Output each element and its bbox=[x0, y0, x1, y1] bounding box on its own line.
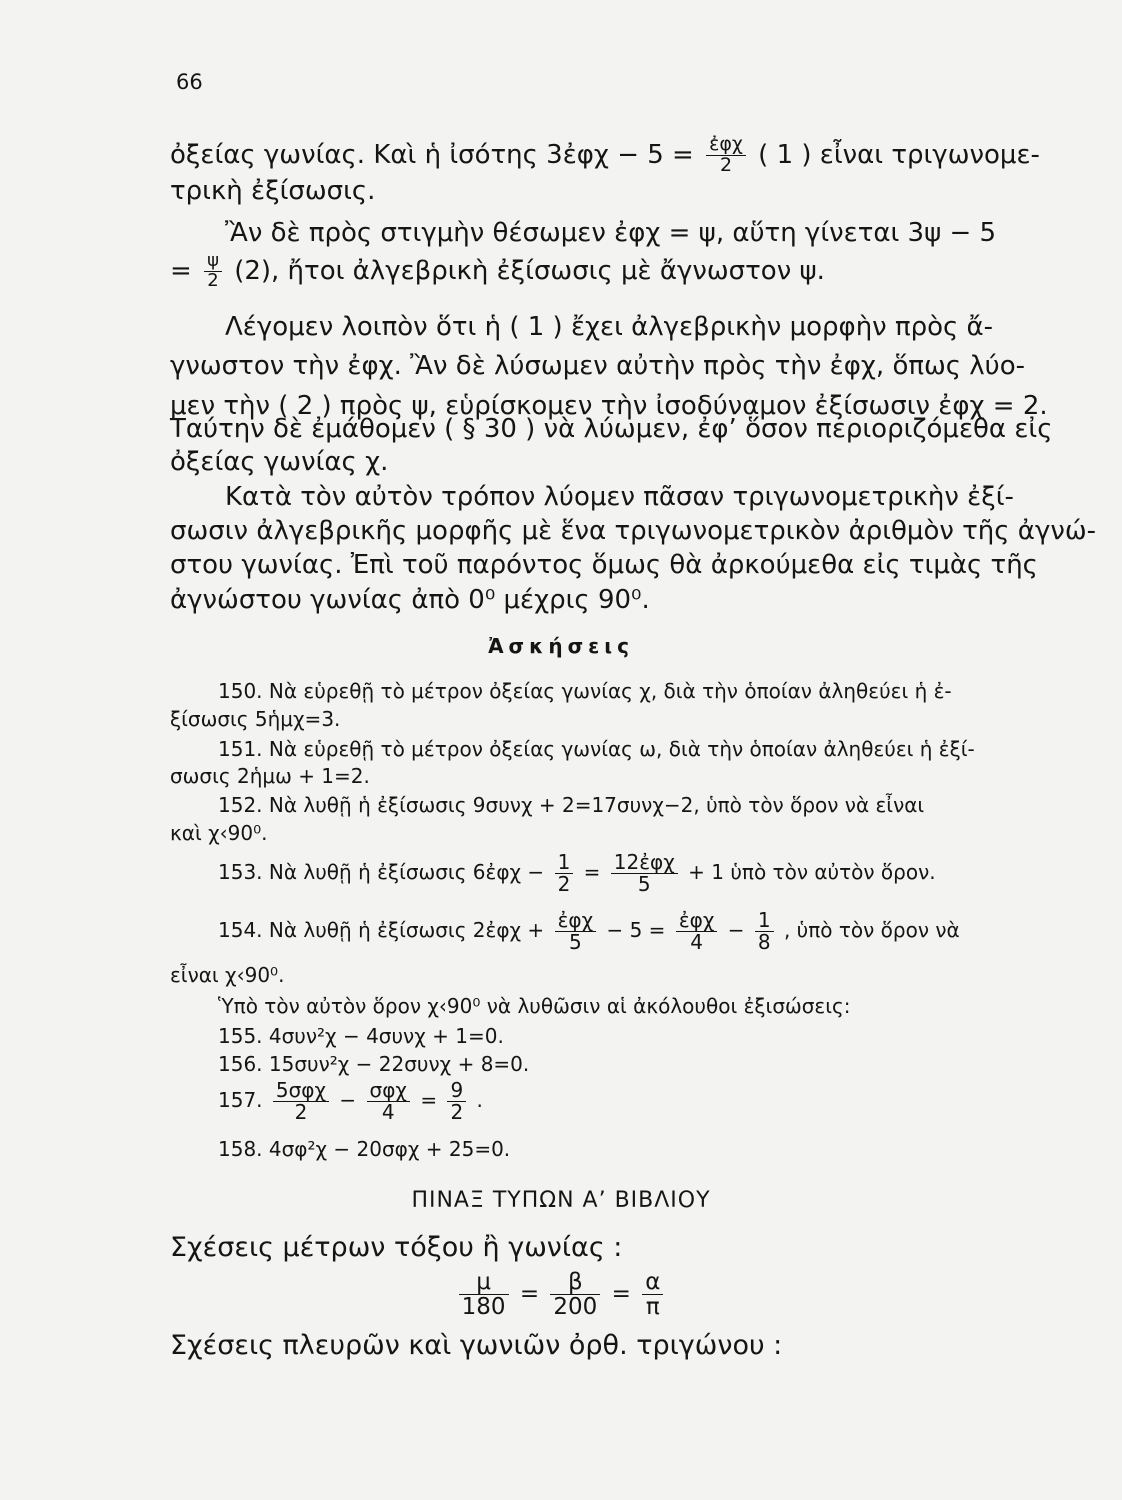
fraction bbox=[676, 910, 718, 953]
text-fragment: (2), ἤτοι ἀλγεβρικὴ ἐξίσωσις μὲ ἄγνωστον ψ. bbox=[234, 255, 825, 286]
numerator: 5σφχ bbox=[273, 1080, 329, 1102]
exercise-158: 158. 4σφ²χ − 20σφχ + 25=0. bbox=[218, 1137, 511, 1161]
numerator: ἐφχ bbox=[555, 910, 597, 932]
formula-table-title: ΠΙΝΑΞ ΤΥΠΩΝ Α’ ΒΙΒΛΙΟΥ bbox=[411, 1188, 711, 1213]
numerator: μ bbox=[459, 1270, 509, 1295]
text-fragment: − 5 = bbox=[606, 918, 666, 942]
denominator: 200 bbox=[553, 1294, 598, 1321]
denominator: 2 bbox=[719, 153, 733, 176]
text-line: ὀξείας γωνίας χ. bbox=[170, 447, 389, 477]
text-line: στου γωνίας. Ἐπὶ τοῦ παρόντος ὅμως θὰ ἀρκούμεθα εἰς τιμὰς τῆς bbox=[170, 550, 1038, 580]
minus-sign: − bbox=[339, 1088, 357, 1112]
denominator: 5 bbox=[637, 872, 651, 896]
denominator: 2 bbox=[450, 1100, 464, 1124]
text-fragment: + 1 ὑπὸ τὸν αὐτὸν ὅρον. bbox=[688, 860, 936, 884]
exercises-heading: Ἀσκήσεις bbox=[488, 634, 634, 658]
denominator: 8 bbox=[757, 930, 771, 954]
fraction bbox=[550, 1270, 600, 1319]
denominator: π bbox=[645, 1294, 660, 1321]
denominator: 180 bbox=[461, 1294, 506, 1321]
angle-measure-formula bbox=[0, 1270, 1122, 1319]
fraction bbox=[204, 252, 222, 291]
fraction bbox=[367, 1080, 410, 1123]
exercise-151: 151. Νὰ εὑρεθῇ τὸ μέτρον ὀξείας γωνίας ω, διὰ τὴν ὁποίαν ἀληθεύει ἡ ἐξί- bbox=[218, 737, 975, 761]
section-title-arc-angle: Σχέσεις μέτρων τόξου ἢ γωνίας : bbox=[170, 1232, 623, 1263]
denominator: 4 bbox=[690, 930, 703, 954]
text-line bbox=[170, 252, 825, 291]
text-fragment: ( 1 ) εἶναι τριγωνομε- bbox=[758, 139, 1040, 170]
numerator: 1 bbox=[755, 910, 774, 932]
numerator: ψ bbox=[204, 252, 222, 272]
exercise-154 bbox=[218, 910, 960, 953]
text-line: μεν τὴν ( 2 ) πρὸς ψ, εὑρίσκομεν τὴν ἰσοδύναμον ἐξίσωσιν ἐφχ = 2. bbox=[170, 391, 1048, 421]
fraction bbox=[611, 852, 678, 895]
exercise-153 bbox=[218, 852, 936, 895]
numerator: 9 bbox=[447, 1080, 466, 1102]
exercise-label: 157. bbox=[218, 1088, 263, 1112]
section-title-right-triangle: Σχέσεις πλευρῶν καὶ γωνιῶν ὀρθ. τριγώνου : bbox=[170, 1330, 783, 1361]
text-fragment: 154. Νὰ λυθῇ ἡ ἐξίσωσις 2ἐφχ + bbox=[218, 918, 545, 942]
equals-sign: = bbox=[519, 1281, 540, 1308]
numerator: 1 bbox=[555, 852, 574, 874]
denominator: 2 bbox=[294, 1100, 308, 1124]
equals-sign: = bbox=[611, 1281, 631, 1308]
equals-sign: = bbox=[583, 860, 601, 884]
denominator: 4 bbox=[381, 1100, 395, 1124]
equals-sign: = bbox=[420, 1088, 438, 1112]
exercise-157 bbox=[218, 1080, 483, 1123]
exercise-155: 155. 4συν²χ − 4συνχ + 1=0. bbox=[218, 1024, 504, 1048]
fraction bbox=[555, 910, 597, 953]
fraction bbox=[273, 1080, 329, 1123]
fraction bbox=[447, 1080, 466, 1123]
numerator: ἐφχ bbox=[706, 135, 746, 156]
period: . bbox=[476, 1088, 483, 1112]
fraction bbox=[706, 135, 746, 176]
denominator: 2 bbox=[557, 872, 571, 896]
text-line: Ταύτην δὲ ἐμάθομεν ( § 30 ) νὰ λύωμεν, ἐφ’ ὅσον περιοριζόμεθα εἰς bbox=[170, 414, 1053, 444]
exercise-150-cont: ξίσωσις 5ἡμχ=3. bbox=[170, 707, 341, 731]
fraction bbox=[755, 910, 774, 953]
numerator: σφχ bbox=[367, 1080, 410, 1102]
fraction bbox=[642, 1270, 663, 1319]
exercise-151-cont: σωσις 2ἡμω + 1=2. bbox=[170, 764, 370, 788]
text-fragment: , ὑπὸ τὸν ὅρον νὰ bbox=[783, 918, 960, 942]
text-line: ἀγνώστου γωνίας ἀπὸ 0⁰ μέχρις 90⁰. bbox=[170, 585, 650, 615]
exercise-152-cont: καὶ χ‹90⁰. bbox=[170, 821, 268, 845]
text-line bbox=[170, 135, 1040, 176]
numerator: ἐφχ bbox=[676, 910, 718, 932]
text-fragment: 153. Νὰ λυθῇ ἡ ἐξίσωσις 6ἐφχ − bbox=[218, 860, 545, 884]
text-line: τρικὴ ἐξίσωσις. bbox=[170, 176, 376, 206]
exercise-150: 150. Νὰ εὑρεθῇ τὸ μέτρον ὀξείας γωνίας χ, διὰ τὴν ὁποίαν ἀληθεύει ἡ ἐ- bbox=[218, 679, 952, 703]
numerator: 12ἐφχ bbox=[611, 852, 678, 874]
fraction bbox=[555, 852, 574, 895]
common-condition: Ὑπὸ τὸν αὐτὸν ὅρον χ‹90⁰ νὰ λυθῶσιν αἱ ἀκόλουθοι ἐξισώσεις: bbox=[218, 994, 851, 1018]
exercise-152: 152. Νὰ λυθῇ ἡ ἐξίσωσις 9συνχ + 2=17συνχ−2, ὑπὸ τὸν ὅρον νὰ εἶναι bbox=[218, 793, 925, 817]
text-line: Ἂν δὲ πρὸς στιγμὴν θέσωμεν ἐφχ = ψ, αὕτη γίνεται 3ψ − 5 bbox=[225, 218, 997, 248]
page-number: 66 bbox=[176, 70, 203, 94]
text-fragment: ὀξείας γωνίας. Καὶ ἡ ἰσότης 3ἐφχ − 5 = bbox=[170, 139, 694, 170]
denominator: 2 bbox=[207, 269, 219, 291]
numerator: α bbox=[642, 1270, 663, 1295]
text-line: Κατὰ τὸν αὐτὸν τρόπον λύομεν πᾶσαν τριγωνομετρικὴν ἐξί- bbox=[225, 482, 1014, 512]
exercise-156: 156. 15συν²χ − 22συνχ + 8=0. bbox=[218, 1052, 530, 1076]
denominator: 5 bbox=[568, 930, 582, 954]
equals-sign: = bbox=[170, 255, 192, 286]
numerator: β bbox=[550, 1270, 600, 1295]
text-line: Λέγομεν λοιπὸν ὅτι ἡ ( 1 ) ἔχει ἀλγεβρικὴν μορφὴν πρὸς ἄ- bbox=[225, 312, 994, 342]
exercise-154-cont: εἶναι χ‹90⁰. bbox=[170, 963, 285, 987]
minus-sign: − bbox=[727, 918, 745, 942]
fraction bbox=[459, 1270, 509, 1319]
text-line: γνωστον τὴν ἐφχ. Ἂν δὲ λύσωμεν αὐτὴν πρὸς τὴν ἐφχ, ὅπως λύο- bbox=[170, 351, 1026, 381]
text-line: σωσιν ἀλγεβρικῆς μορφῆς μὲ ἕνα τριγωνομετρικὸν ἀριθμὸν τῆς ἀγνώ- bbox=[170, 516, 1097, 546]
